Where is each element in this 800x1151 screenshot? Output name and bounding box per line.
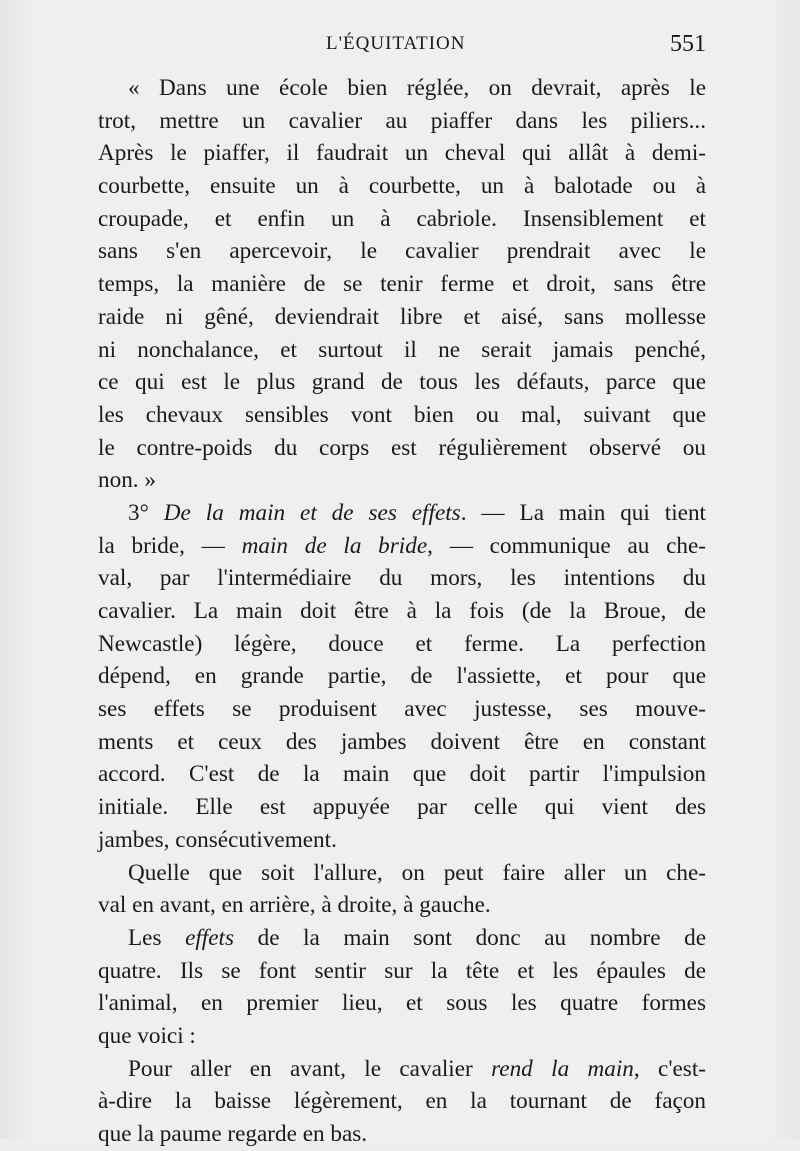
text-line: raide ni gêné, deviendrait libre et aisé, sans mollesse: [98, 303, 706, 330]
text-line: « Dans une école bien réglée, on devrait, après le: [128, 75, 706, 101]
page-number: 551: [670, 31, 706, 57]
italic-phrase: rend la main: [491, 1055, 634, 1082]
text-line: croupade, et enfin un à cabriole. Insensiblement et: [98, 205, 706, 232]
body-text: [98, 72, 706, 1151]
text-line: val, par l'intermédiaire du mors, les intentions du: [98, 565, 706, 592]
text-line: dépend, en grande partie, de l'assiette, et pour que: [98, 663, 706, 690]
text-line: accord. C'est de la main que doit partir l'impulsion: [98, 761, 706, 788]
italic-phrase: main de la bride: [241, 532, 428, 559]
text-line: trot, mettre un cavalier au piaffer dans les piliers...: [98, 107, 706, 134]
text-line: que voici :: [98, 1022, 196, 1049]
text-line: Pour aller en avant, le cavalier rend la main, c'est-: [128, 1055, 706, 1082]
text-line: temps, la manière de se tenir ferme et droit, sans être: [98, 271, 706, 298]
text-line: l'animal, en premier lieu, et sous les quatre formes: [98, 990, 706, 1017]
text-line: 3° De la main et de ses effets. — La main qui tient: [128, 499, 706, 526]
text-line: à-dire la baisse légèrement, en la tournant de façon: [98, 1088, 706, 1115]
text-line: les chevaux sensibles vont bien ou mal, suivant que: [98, 401, 706, 428]
page-header: [0, 33, 800, 63]
text-line: Quelle que soit l'allure, on peut faire aller un che-: [128, 859, 706, 886]
text-line: jambes, consécutivement.: [98, 826, 337, 853]
text-line: ses effets se produisent avec justesse, ses mouve-: [98, 696, 706, 723]
text-line: initiale. Elle est appuyée par celle qui vient des: [98, 794, 706, 821]
text-line: le contre-poids du corps est régulièrement observé ou: [98, 434, 706, 461]
text-line: quatre. Ils se font sentir sur la tête et les épaules de: [98, 957, 706, 984]
text-line: Newcastle) légère, douce et ferme. La perfection: [98, 630, 706, 657]
running-title: L'ÉQUITATION: [326, 33, 466, 54]
text-line: courbette, ensuite un à courbette, un à balotade ou à: [98, 173, 706, 200]
italic-phrase: effets: [185, 924, 235, 951]
italic-phrase: De la main et de ses effets: [163, 499, 461, 526]
text-line: val en avant, en arrière, à droite, à gauche.: [98, 892, 491, 919]
text-line: ce qui est le plus grand de tous les défauts, parce que: [98, 369, 706, 396]
text-line: la bride, — main de la bride, — communique au che-: [98, 532, 706, 559]
text-line: ni nonchalance, et surtout il ne serait jamais penché,: [98, 336, 706, 363]
text-line: non. »: [98, 467, 156, 494]
text-line: Les effets de la main sont donc au nombre de: [128, 924, 707, 951]
text-line: cavalier. La main doit être à la fois (de la Broue, de: [98, 598, 706, 624]
text-line: sans s'en apercevoir, le cavalier prendrait avec le: [98, 238, 706, 265]
text-line: ments et ceux des jambes doivent être en constant: [98, 728, 706, 755]
text-line: Après le piaffer, il faudrait un cheval qui allât à demi-: [98, 140, 706, 167]
text-line: que la paume regarde en bas.: [98, 1121, 368, 1147]
